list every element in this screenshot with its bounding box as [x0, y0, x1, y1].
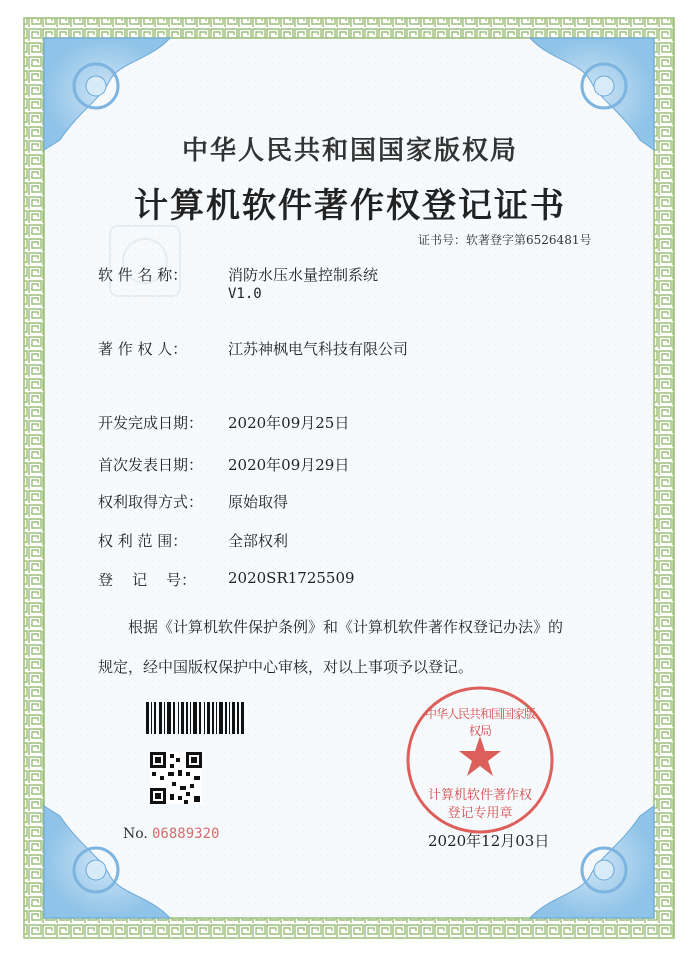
barcode: [146, 702, 244, 734]
serial-number-label: No.: [123, 826, 148, 842]
seal-line-1: 计算机软件著作权: [427, 788, 532, 803]
field-value-registration-number: 2020SR1725509: [228, 569, 355, 587]
statement-line-1: 根据《计算机软件保护条例》和《计算机软件著作权登记办法》的: [128, 618, 564, 636]
issuing-authority: 中华人民共和国国家版权局: [181, 136, 518, 166]
certificate-number: [418, 231, 591, 248]
certificate-number-value: 软著登字第6526481号: [466, 233, 592, 247]
field-value-first-publish-date: 2020年09月29日: [228, 456, 350, 474]
field-label-software-name: 软 件 名 称：: [98, 266, 188, 284]
field-label-acquisition-method: 权利取得方式：: [98, 493, 204, 511]
certificate-title: 计算机软件著作权登记证书: [134, 186, 566, 226]
seal-line-2: 登记专用章: [447, 806, 513, 821]
serial-number-value: 06889320: [152, 826, 220, 842]
field-value-software-name: 消防水压水量控制系统: [228, 266, 379, 284]
field-label-rights-scope: 权 利 范 围：: [98, 532, 188, 550]
field-value-acquisition-method: 原始取得: [228, 493, 289, 511]
statement-line-2: 规定，经中国版权保护中心审核，对以上事项予以登记。: [98, 658, 474, 676]
field-value-rights-scope: 全部权利: [228, 532, 289, 550]
field-label-first-publish-date: 首次发表日期：: [98, 456, 204, 474]
field-value-dev-complete-date: 2020年09月25日: [228, 414, 350, 432]
qr-code: [150, 752, 202, 804]
field-value-software-version: V1.0: [228, 286, 262, 302]
certificate-number-label: 证书号：: [418, 233, 467, 247]
issue-date: 2020年12月03日: [428, 832, 550, 850]
field-label-registration-number: 登 记 号：: [98, 571, 197, 589]
field-label-dev-complete-date: 开发完成日期：: [98, 414, 204, 432]
field-label-copyright-owner: 著 作 权 人：: [98, 340, 188, 358]
seal-arc-text: 中华人民共和国国家版权局: [424, 707, 535, 738]
field-value-copyright-owner: 江苏神枫电气科技有限公司: [228, 340, 409, 358]
